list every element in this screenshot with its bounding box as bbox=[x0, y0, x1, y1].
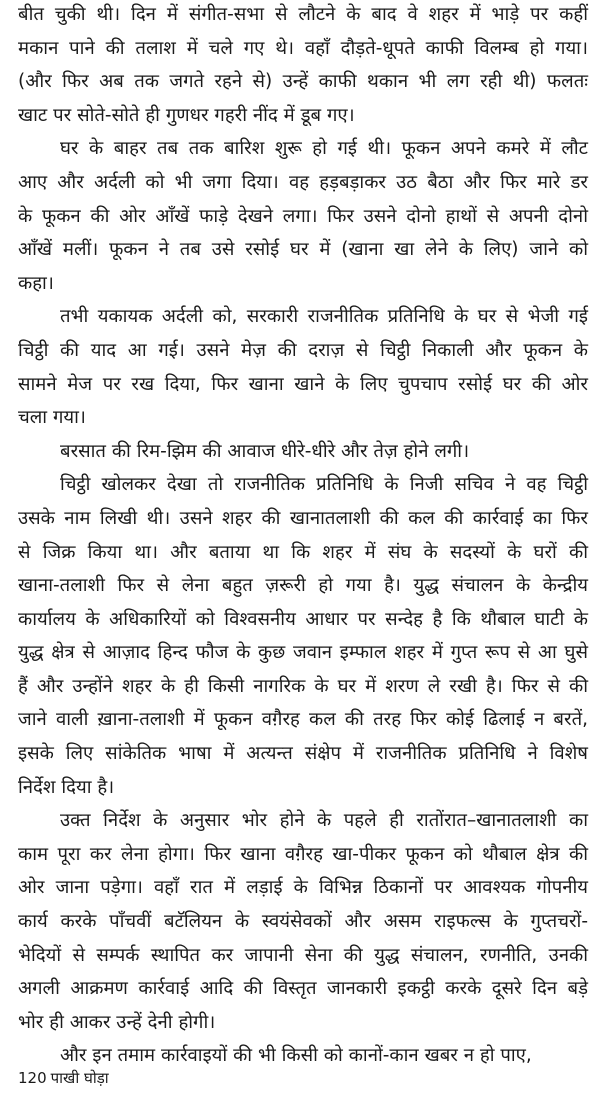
text-line: तभी यकायक अर्दली को, सरकारी राजनीतिक प्रतिनिधि के घर से भेजी गई bbox=[60, 306, 588, 328]
text-line: कहा। bbox=[18, 272, 54, 294]
text-line: इसके लिए सांकेतिक भाषा में अत्यन्त संक्षेप में राजनीतिक प्रतिनिधि ने विशेष bbox=[18, 743, 588, 765]
text-line: के फूकन की ओर आँखें फाड़े देखने लगा। फिर उसने दोनो हाथों से अपनी दोनो bbox=[18, 205, 588, 227]
text-line: खाट पर सोते-सोते ही गुणधर गहरी नींद में डूब गए। bbox=[18, 104, 355, 126]
text-line: चिट्ठी खोलकर देखा तो राजनीतिक प्रतिनिधि के निजी सचिव ने वह चिट्ठी bbox=[60, 474, 588, 496]
paragraph bbox=[18, 804, 588, 1039]
text-line: हैं और उन्होंने शहर के ही किसी नागरिक के घर में शरण ले रखी है। फिर से की bbox=[18, 675, 588, 697]
book-page-body bbox=[18, 0, 588, 1073]
paragraph bbox=[18, 132, 588, 300]
page-footer bbox=[18, 1064, 113, 1092]
text-line: अगली आक्रमण कार्रवाई आदि की विस्तृत जानकारी इकट्ठी करके दूसरे दिन बड़े bbox=[18, 978, 588, 1000]
text-line: ओर जाना पड़ेगा। वहाँ रात में लड़ाई के विभिन्न ठिकानों पर आवश्यक गोपनीय bbox=[18, 877, 588, 899]
text-line: उसके नाम लिखी थी। उसने शहर की खानातलाशी की कल की कार्रवाई का फिर bbox=[18, 507, 588, 529]
text-line: घर के बाहर तब तक बारिश शुरू हो गई थी। फूकन अपने कमरे में लौट bbox=[60, 138, 588, 160]
book-title: पाखी घोड़ा bbox=[50, 1069, 109, 1087]
paragraph bbox=[18, 0, 588, 132]
text-line: निर्देश दिया है। bbox=[18, 776, 115, 798]
text-line: मकान पाने की तलाश में चले गए थे। वहाँ दौड़ते-धूपते काफी विलम्ब हो गया। bbox=[18, 37, 588, 59]
text-line: और इन तमाम कार्रवाइयों की भी किसी को कानों-कान खबर न हो पाए, bbox=[60, 1045, 532, 1067]
text-line: आँखें मलीं। फूकन ने तब उसे रसोई घर में (खाना खा लेने के लिए) जाने को bbox=[18, 239, 588, 261]
text-line: सामने मेज पर रख दिया, फिर खाना खाने के लिए चुपचाप रसोई घर की ओर bbox=[18, 373, 588, 395]
text-line: जाने वाली ख़ाना-तलाशी में फूकन वग़ैरह कल की तरह फिर कोई ढिलाई न बरतें, bbox=[18, 709, 588, 731]
paragraph bbox=[18, 468, 588, 804]
text-line: बरसात की रिम-झिम की आवाज धीरे-धीरे और तेज़ होने लगी। bbox=[60, 440, 470, 462]
text-line: कार्यालय के अधिकारियों को विश्वसनीय आधार पर सन्देह है कि थौबाल घाटी के bbox=[18, 608, 588, 630]
paragraph bbox=[18, 435, 588, 469]
text-line: आए और अर्दली को भी जगा दिया। वह हड़बड़ाकर उठ बैठा और फिर मारे डर bbox=[18, 171, 588, 193]
text-line: बीत चुकी थी। दिन में संगीत-सभा से लौटने के बाद वे शहर में भाड़े पर कहीं bbox=[18, 4, 588, 25]
page-number: 120 bbox=[18, 1069, 47, 1087]
text-line: चिट्ठी की याद आ गई। उसने मेज़ की दराज़ से चिट्ठी निकाली और फूकन के bbox=[18, 339, 588, 361]
text-line: युद्ध क्षेत्र से आज़ाद हिन्द फौज के कुछ जवान इम्फाल शहर में गुप्त रूप से आ घुसे bbox=[18, 642, 588, 664]
text-line: उक्त निर्देश के अनुसार भोर होने के पहले ही रातोंरात–खानातलाशी का bbox=[60, 810, 588, 832]
text-line: काम पूरा कर लेना होगा। फिर खाना वग़ैरह खा-पीकर फूकन को थौबाल क्षेत्र की bbox=[18, 843, 588, 865]
text-line: भेदियों से सम्पर्क स्थापित कर जापानी सेना की युद्ध संचालन, रणनीति, उनकी bbox=[18, 944, 588, 966]
text-line: खाना-तलाशी फिर से लेना बहुत ज़रूरी हो गया है। युद्ध संचालन के केन्द्रीय bbox=[18, 575, 588, 597]
paragraph bbox=[18, 300, 588, 434]
text-line: चला गया। bbox=[18, 407, 86, 429]
text-line: कार्य करके पाँचवीं बटॅलियन के स्वयंसेवकों और असम राइफल्स के गुप्तचरों- bbox=[18, 911, 588, 933]
text-line: से जिक्र किया था। और बताया था कि शहर में संघ के सदस्यों के घरों की bbox=[18, 541, 588, 563]
text-line: (और फिर अब तक जगते रहने से) उन्हें काफी थकान भी लग रही थी) फलतः bbox=[18, 71, 588, 93]
text-line: भोर ही आकर उन्हें देनी होगी। bbox=[18, 1011, 216, 1033]
